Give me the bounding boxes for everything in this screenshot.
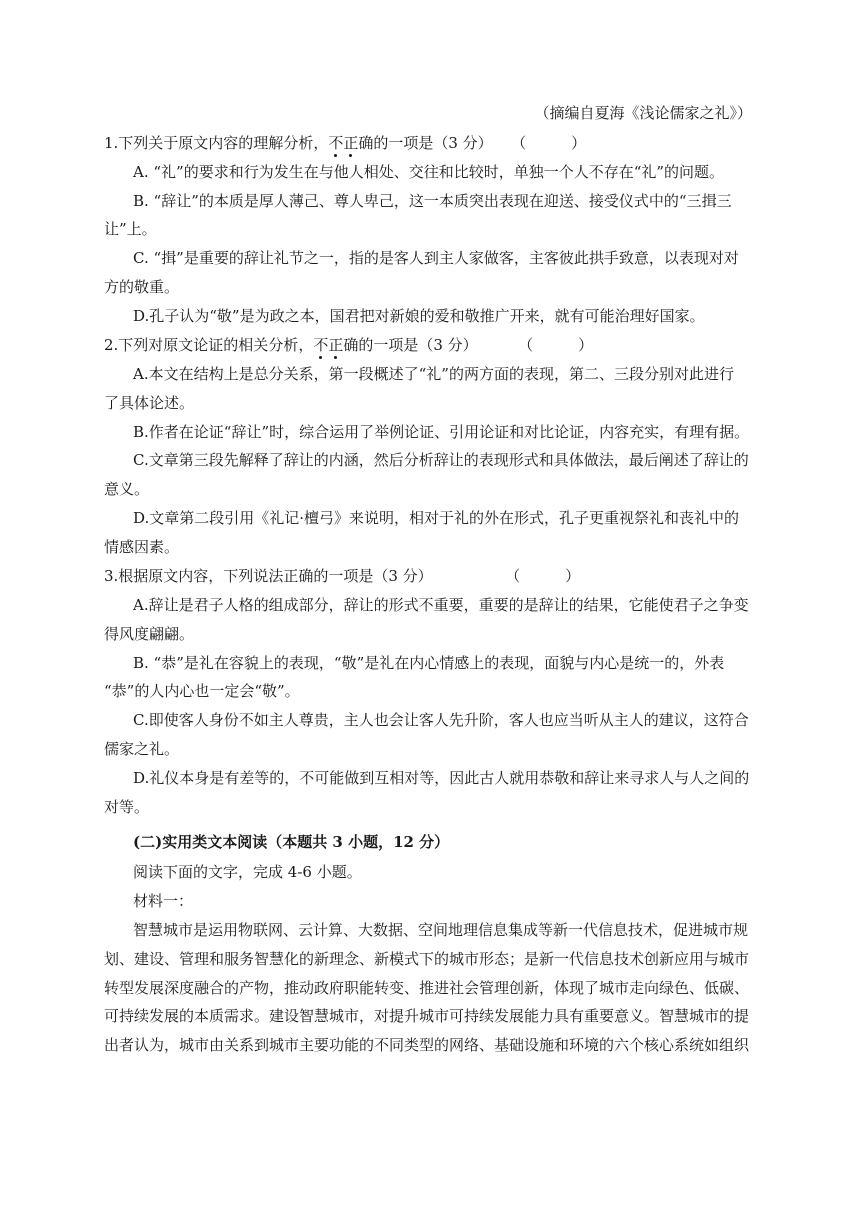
q2-option-c: C.文章第三段先解释了辞让的内涵，然后分析辞让的表现形式和具体做法，最后阐述了辞让的 — [133, 451, 749, 469]
q1-option-c: C. “揖”是重要的辞让礼节之一，指的是客人到主人家做客，主客彼此拱手致意，以表现对对 — [133, 249, 739, 267]
q3-option-d: D.礼仪本身是有差等的，不可能做到互相对等，因此古人就用恭敬和辞让来寻求人与人之间的 — [133, 769, 750, 787]
question-2-stem-end: 确的一项是（3 分） — [343, 336, 478, 354]
q3-option-a-cont: 得风度翩翩。 — [104, 625, 195, 643]
material-paragraph-line-4: 可持续发展的本质需求。建设智慧城市，对提升城市可持续发展能力具有重要意义。智慧城市的提 — [104, 1007, 750, 1025]
answer-bracket-3: （ ） — [512, 567, 581, 585]
question-2-stem-start: 2.下列对原文论证的相关分析， — [104, 336, 314, 354]
q2-option-a-cont: 了具体论述。 — [104, 394, 195, 412]
emphasis-mark-bu: 不 — [328, 134, 344, 152]
q1-option-b: B. “辞让”的本质是厚人薄己、尊人卑己，这一本质突出表现在迎送、接受仪式中的“三揖三 — [133, 192, 732, 210]
question-1-stem-start: 1.下列关于原文内容的理解分析， — [104, 134, 329, 152]
q1-option-a: A. “礼”的要求和行为发生在与他人相处、交往和比较时，单独一个人不存在“礼”的问题。 — [133, 163, 725, 181]
material-label: 材料一： — [133, 892, 194, 910]
q3-option-b: B. “恭”是礼在容貌上的表现，“敬”是礼在内心情感上的表现，面貌与内心是统一的，外表 — [133, 654, 725, 672]
section-instruction: 阅读下面的文字，完成 4-6 小题。 — [133, 863, 362, 881]
question-2-stem — [104, 335, 593, 355]
q3-option-c-cont: 儒家之礼。 — [104, 740, 180, 758]
material-paragraph-line-1: 智慧城市是运用物联网、云计算、大数据、空间地理信息集成等新一代信息技术，促进城市规 — [133, 921, 749, 939]
q1-option-c-cont: 方的敬重。 — [104, 278, 180, 296]
emphasis-mark-bu: 不 — [313, 336, 329, 354]
q1-option-b-cont: 让”上。 — [104, 220, 157, 238]
answer-bracket-2: （ ） — [525, 336, 594, 354]
q3-option-c: C.即使客人身份不如主人尊贵，主人也会让客人先升阶，客人也应当听从主人的建议，这符合 — [133, 711, 749, 729]
question-1-stem-end: 确的一项是（3 分） — [358, 134, 493, 152]
q3-option-a: A.辞让是君子人格的组成部分，辞让的形式不重要，重要的是辞让的结果，它能使君子之争变 — [133, 596, 749, 614]
q2-option-c-cont: 意义。 — [104, 480, 150, 498]
question-3-stem — [104, 566, 580, 586]
material-paragraph-line-2: 划、建设、管理和服务智慧化的新理念、新模式下的城市形态；是新一代信息技术创新应用与城市 — [104, 950, 750, 968]
question-1-stem — [104, 133, 586, 153]
material-paragraph-line-5: 出者认为，城市由关系到城市主要功能的不同类型的网络、基础设施和环境的六个核心系统如组织 — [104, 1036, 750, 1054]
question-3-stem-text: 3.根据原文内容，下列说法正确的一项是（3 分） — [104, 567, 433, 585]
material-paragraph-line-3: 转型发展深度融合的产物，推动政府职能转变、推进社会管理创新，体现了城市走向绿色、低碳、 — [104, 979, 750, 997]
section-heading: (二)实用类文本阅读（本题共 3 小题，12 分） — [133, 833, 450, 851]
q2-option-b: B.作者在论证“辞让”时，综合运用了举例论证、引用论证和对比论证，内容充实，有理有据。 — [133, 423, 750, 441]
q1-option-d: D.孔子认为“敬”是为政之本，国君把对新娘的爱和敬推广开来，就有可能治理好国家。 — [133, 307, 705, 325]
q2-option-a: A.本文在结构上是总分关系，第一段概述了“礼”的两方面的表现，第二、三段分别对此进行 — [133, 365, 734, 383]
q3-option-b-cont: “恭”的人内心也一定会“敬”。 — [104, 682, 300, 700]
q3-option-d-cont: 对等。 — [104, 798, 150, 816]
source-citation: （摘编自夏海《浅论儒家之礼》） — [534, 104, 752, 122]
q2-option-d-cont: 情感因素。 — [104, 538, 180, 556]
emphasis-mark-zheng: 正 — [343, 134, 359, 152]
answer-bracket-1: （ ） — [518, 134, 587, 152]
emphasis-mark-zheng: 正 — [328, 336, 344, 354]
q2-option-d: D.文章第二段引用《礼记·檀弓》来说明，相对于礼的外在形式，孔子更重视祭礼和丧礼中的 — [133, 509, 740, 527]
